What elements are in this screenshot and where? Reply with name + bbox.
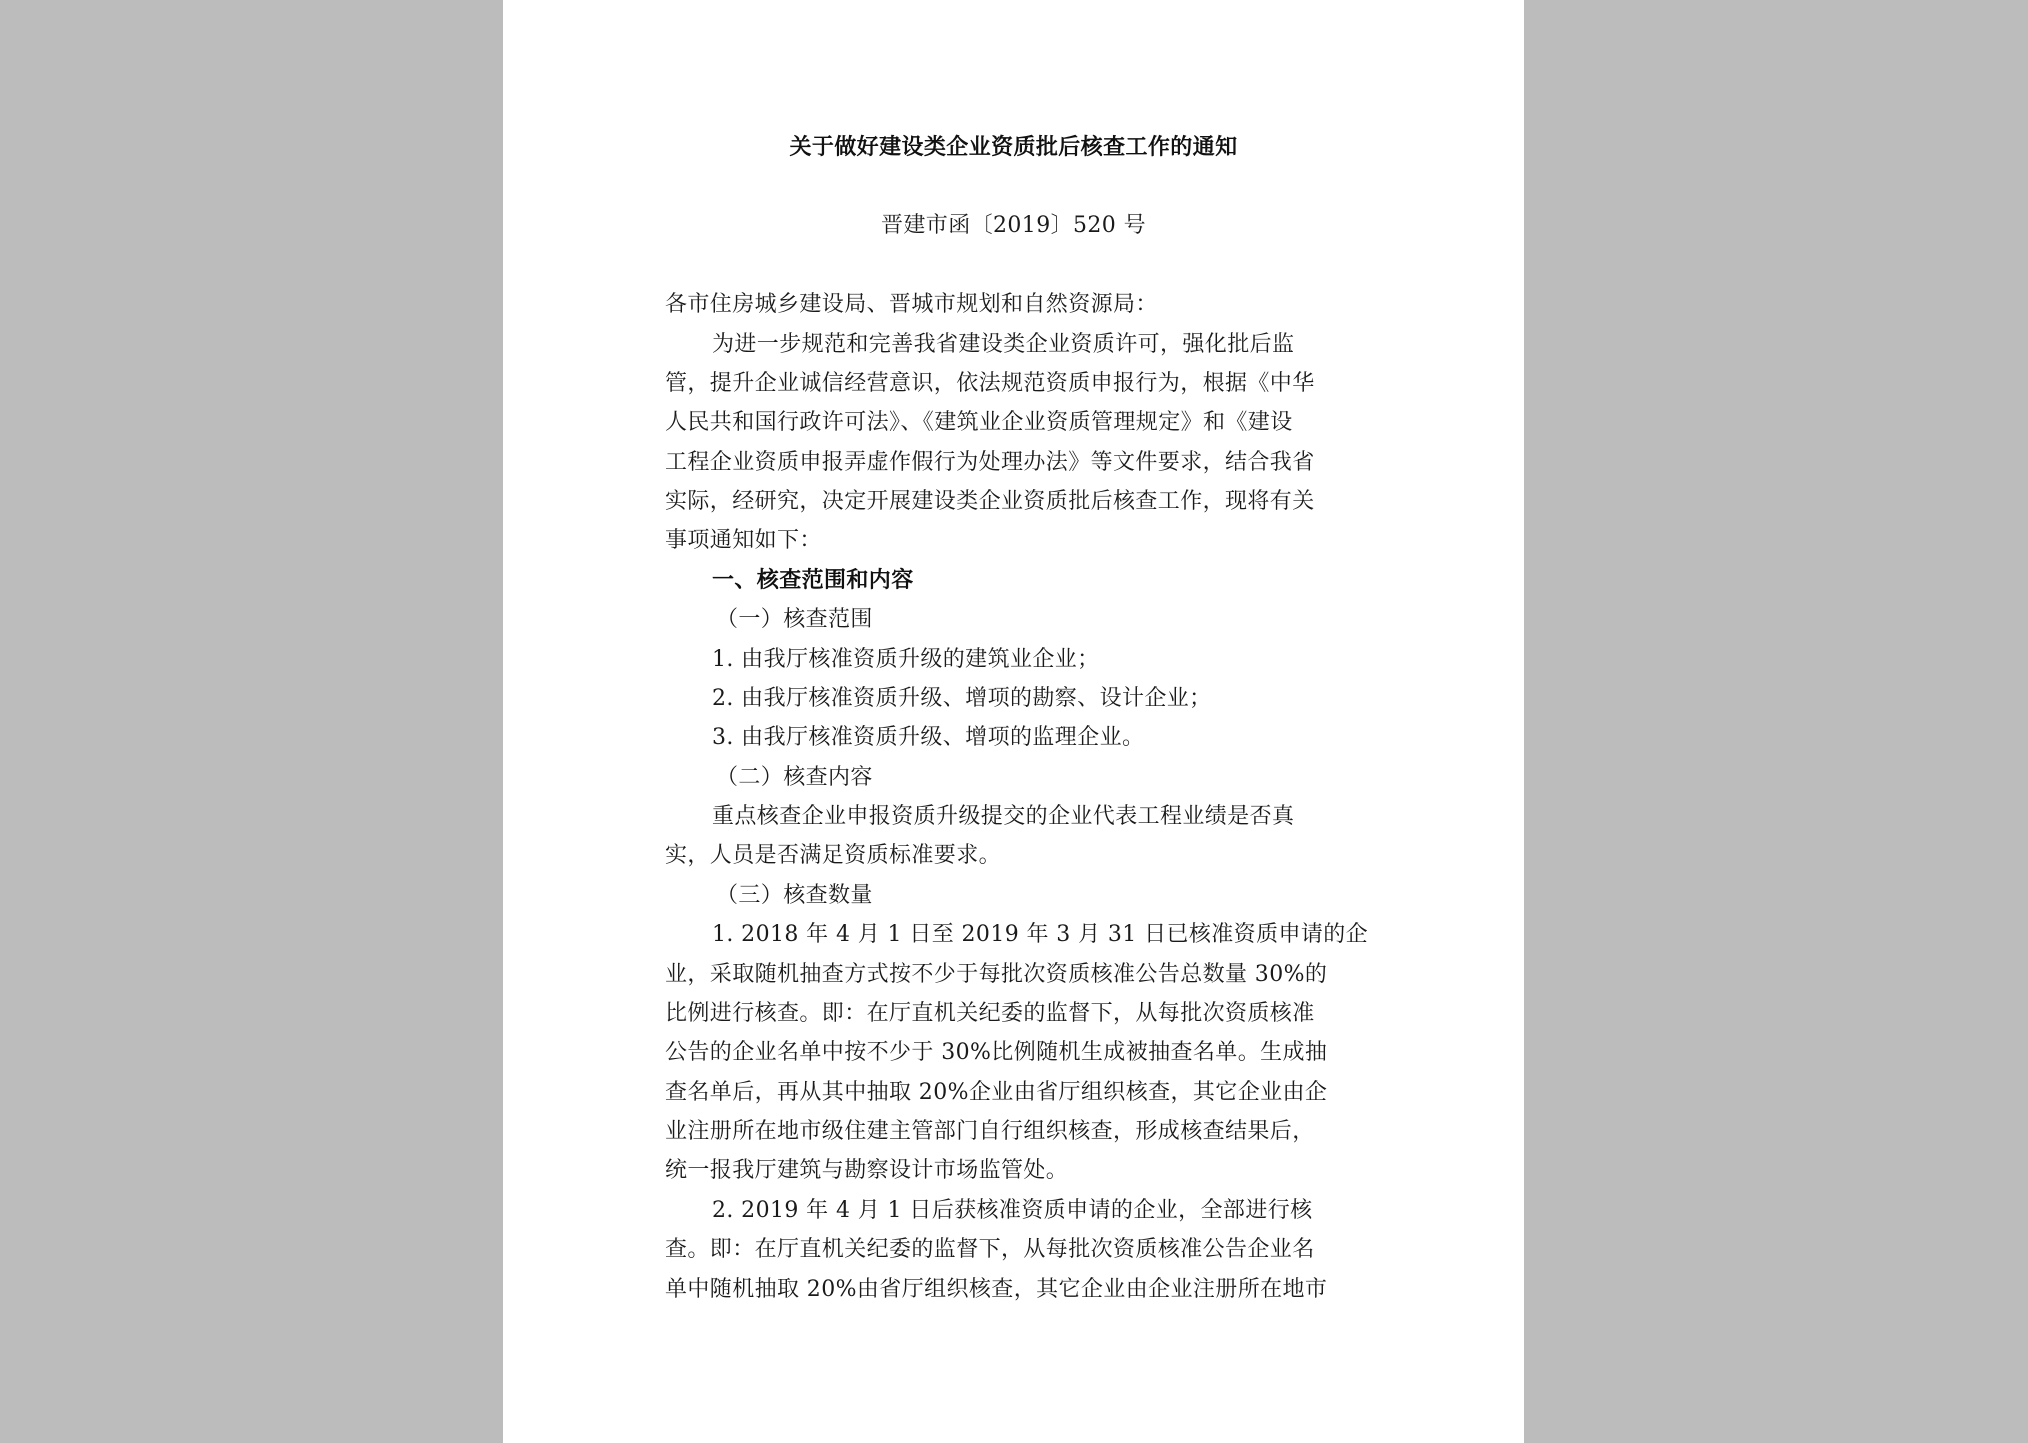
quantity-line: 2. 2019 年 4 月 1 日后获核准资质申请的企业，全部进行核 bbox=[712, 1198, 1313, 1223]
quantity-line: 查名单后，再从其中抽取 20%企业由省厅组织核查，其它企业由企 bbox=[665, 1080, 1328, 1105]
subsection-heading: （一）核查范围 bbox=[716, 607, 873, 632]
scope-item: 1. 由我厅核准资质升级的建筑业企业； bbox=[712, 647, 1100, 672]
intro-line: 实际，经研究，决定开展建设类企业资质批后核查工作，现将有关 bbox=[665, 489, 1315, 514]
quantity-line: 业注册所在地市级住建主管部门自行组织核查，形成核查结果后， bbox=[665, 1119, 1315, 1144]
quantity-line: 公告的企业名单中按不少于 30%比例随机生成被抽查名单。生成抽 bbox=[665, 1040, 1328, 1065]
scope-item: 2. 由我厅核准资质升级、增项的勘察、设计企业； bbox=[712, 686, 1212, 711]
subsection-heading: （三）核查数量 bbox=[716, 883, 873, 908]
quantity-line: 比例进行核查。即：在厅直机关纪委的监督下，从每批次资质核准 bbox=[665, 1001, 1315, 1026]
intro-line: 管，提升企业诚信经营意识，依法规范资质申报行为，根据《中华 bbox=[665, 371, 1315, 396]
content-line: 实，人员是否满足资质标准要求。 bbox=[665, 843, 1002, 868]
section-heading: 一、核查范围和内容 bbox=[712, 568, 914, 593]
intro-line: 人民共和国行政许可法》、《建筑业企业资质管理规定》和《建设 bbox=[665, 410, 1293, 435]
quantity-line: 业，采取随机抽查方式按不少于每批次资质核准公告总数量 30%的 bbox=[665, 962, 1328, 987]
quantity-line: 统一报我厅建筑与勘察设计市场监管处。 bbox=[665, 1158, 1069, 1183]
document-title: 关于做好建设类企业资质批后核查工作的通知 bbox=[789, 135, 1238, 160]
scope-item: 3. 由我厅核准资质升级、增项的监理企业。 bbox=[712, 725, 1145, 750]
intro-line: 为进一步规范和完善我省建设类企业资质许可，强化批后监 bbox=[712, 332, 1295, 357]
quantity-line: 查。即：在厅直机关纪委的监督下，从每批次资质核准公告企业名 bbox=[665, 1237, 1315, 1262]
document-number: 晋建市函〔2019〕520 号 bbox=[881, 213, 1146, 238]
intro-line: 事项通知如下： bbox=[665, 528, 822, 553]
quantity-line: 单中随机抽取 20%由省厅组织核查，其它企业由企业注册所在地市 bbox=[665, 1277, 1328, 1302]
subsection-heading: （二）核查内容 bbox=[716, 765, 873, 790]
document-page bbox=[503, 0, 1524, 1443]
intro-line: 工程企业资质申报弄虚作假行为处理办法》等文件要求，结合我省 bbox=[665, 450, 1315, 475]
quantity-line: 1. 2018 年 4 月 1 日至 2019 年 3 月 31 日已核准资质申请的企 bbox=[712, 922, 1369, 947]
salutation: 各市住房城乡建设局、晋城市规划和自然资源局： bbox=[665, 292, 1158, 317]
content-line: 重点核查企业申报资质升级提交的企业代表工程业绩是否真 bbox=[712, 804, 1295, 829]
